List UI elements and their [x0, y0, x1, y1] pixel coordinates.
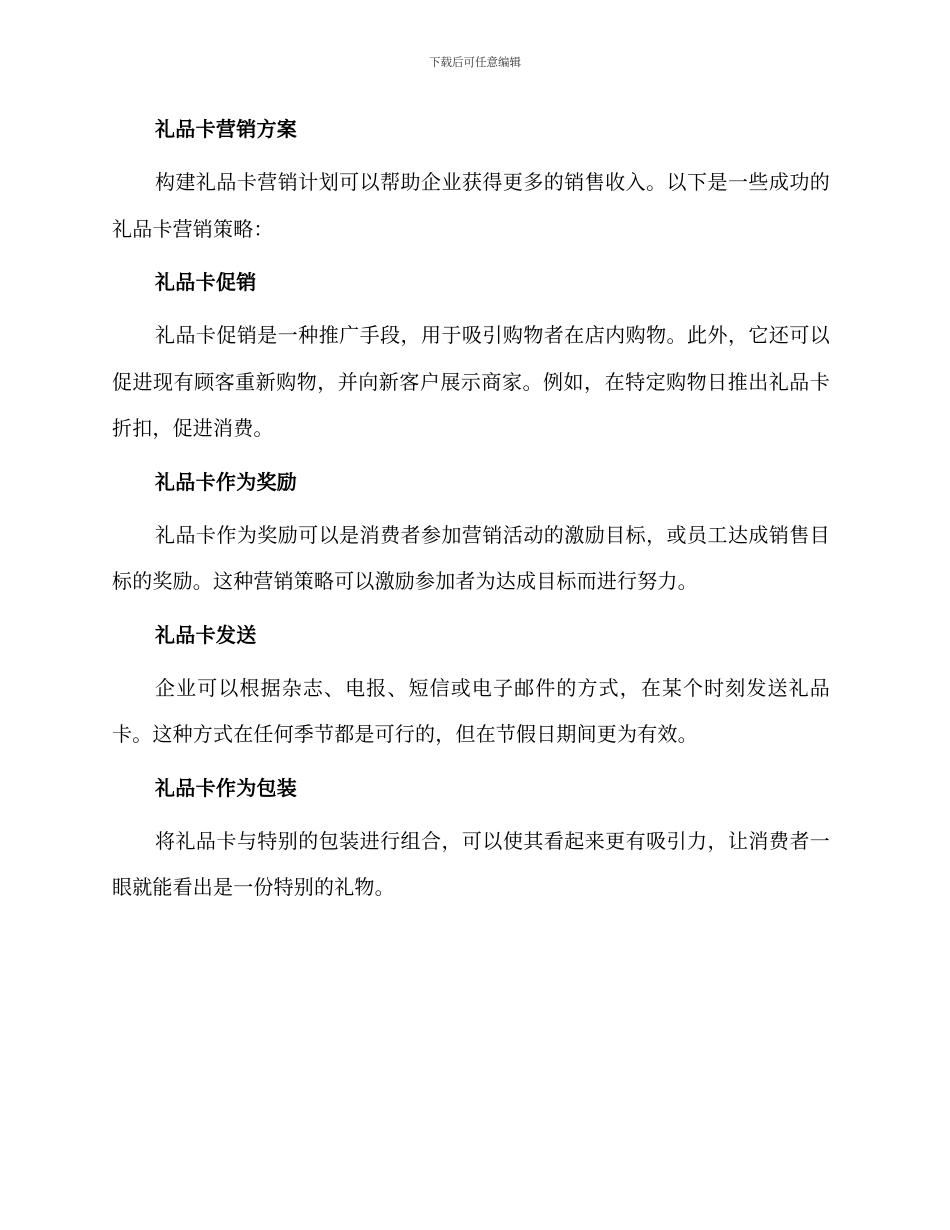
- section-heading: 礼品卡促销: [155, 270, 257, 294]
- section-packaging: [112, 767, 830, 911]
- section-reward: [112, 461, 830, 605]
- section-promotion: [112, 261, 830, 452]
- section-heading: 礼品卡发送: [155, 622, 257, 647]
- running-header: 下载后可任意编辑: [429, 55, 521, 69]
- section-paragraph: 企业可以根据杂志、电报、短信或电子邮件的方式，在某个时刻发送礼品卡。这种方式在任何季节都是可行的，但在节假日期间更为有效。: [112, 675, 830, 746]
- section-paragraph: 将礼品卡与特别的包装进行组合，可以使其看起来更有吸引力，让消费者一眼就能看出是一份特别的礼物。: [112, 828, 830, 899]
- section-paragraph: 礼品卡促销是一种推广手段，用于吸引购物者在店内购物。此外，它还可以促进现有顾客重新购物，并向新客户展示商家。例如，在特定购物日推出礼品卡折扣，促进消费。: [112, 323, 830, 440]
- intro-paragraph: 构建礼品卡营销计划可以帮助企业获得更多的销售收入。以下是一些成功的礼品卡营销策略：: [112, 170, 830, 241]
- document-body: [112, 108, 830, 920]
- section-heading: 礼品卡作为包装: [155, 775, 298, 800]
- section-delivery: [112, 614, 830, 758]
- document-title: 礼品卡营销方案: [155, 117, 298, 141]
- section-paragraph: 礼品卡作为奖励可以是消费者参加营销活动的激励目标，或员工达成销售目标的奖励。这种营销策略可以激励参加者为达成目标而进行努力。: [112, 522, 830, 593]
- section-heading: 礼品卡作为奖励: [155, 469, 298, 494]
